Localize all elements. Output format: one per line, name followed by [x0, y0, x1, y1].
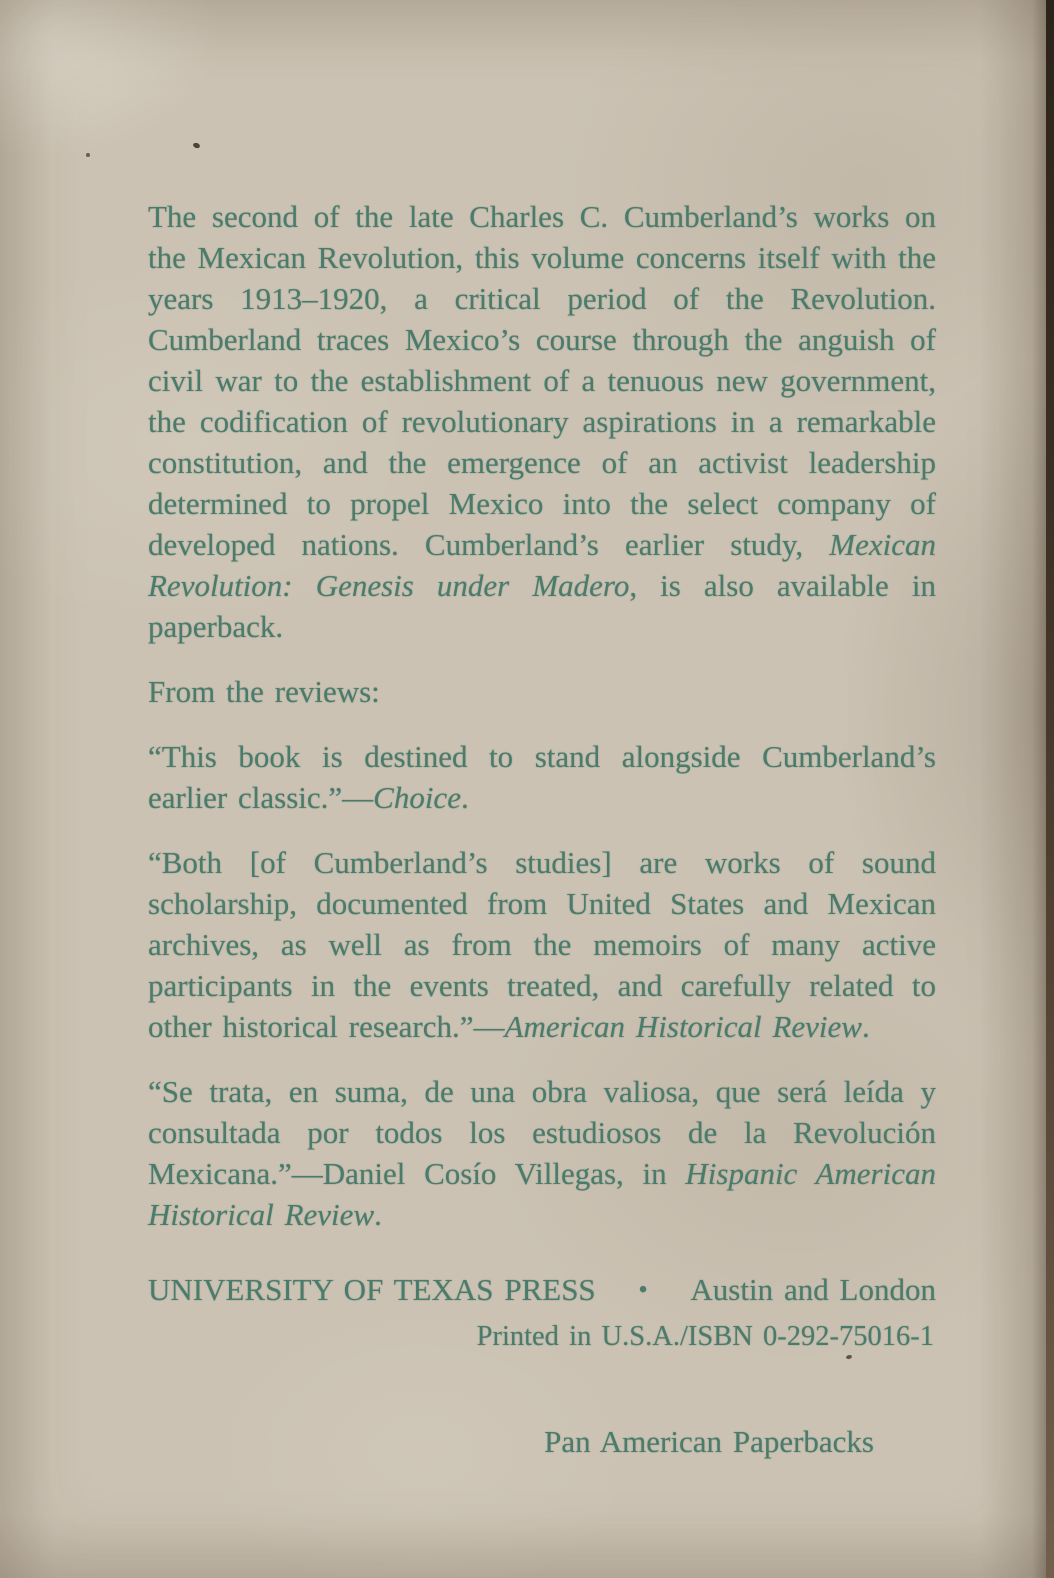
review-american-historical-review: [148, 842, 936, 1047]
review-source: American Historical Review: [504, 1009, 862, 1044]
bullet-separator-icon: •: [638, 1275, 648, 1304]
reviews-heading: From the reviews:: [148, 674, 380, 709]
paper-edge-shading: [1032, 0, 1046, 1578]
back-cover-content: [148, 196, 936, 1462]
review-source: Choice: [373, 780, 461, 815]
review-text: “Se trata, en suma, de una obra valiosa, que será leída y consultada por todos los estudiosos de la Revolución Mexicana.”—Daniel Cosío Villegas, in: [148, 1074, 936, 1191]
paper-speck: [192, 142, 200, 149]
review-choice: [148, 736, 936, 818]
isbn-line: Printed in U.S.A./ISBN 0-292-75016-1: [476, 1321, 934, 1352]
publisher-line: [148, 1269, 936, 1312]
paper-speck: [86, 153, 90, 157]
blurb-suffix: , is also available in paperback.: [148, 568, 936, 644]
review-text: “This book is destined to stand alongside Cumberland’s earlier classic.”—: [148, 739, 936, 815]
blurb-text: The second of the late Charles C. Cumberland’s works on the Mexican Revolution, this volume concerns itself with the years 1913–1920, a critical period of the Revolution. Cumberland traces Mexico’s course through the anguish of civil war to the establishment of a tenuous new government, the codification of revolutionary aspirations in a remarkable constitution, and the emergence of an activist leadership determined to propel Mexico into the select company of developed nations. Cumberland’s earlier study,: [148, 199, 936, 562]
review-hispanic-american: [148, 1071, 936, 1235]
blurb-paragraph: [148, 196, 936, 647]
blurb-italic-title: Mexican Revolution: Genesis under Madero: [148, 527, 936, 603]
review-suffix: .: [374, 1197, 382, 1232]
publisher-location: Austin and London: [690, 1272, 936, 1307]
review-suffix: .: [861, 1009, 870, 1044]
imprint-line: Pan American Paperbacks: [544, 1424, 874, 1459]
book-edge-shadow: [1046, 0, 1054, 1578]
review-suffix: .: [460, 780, 469, 815]
review-source: Hispanic American Historical Review: [148, 1156, 936, 1232]
publisher-name: UNIVERSITY OF TEXAS PRESS: [148, 1272, 596, 1307]
review-text: “Both [of Cumberland’s studies] are works of sound scholarship, documented from United States and Mexican archives, as well as from the memoirs of many active participants in the events treated, and carefully related to other historical research.”—: [148, 845, 936, 1044]
